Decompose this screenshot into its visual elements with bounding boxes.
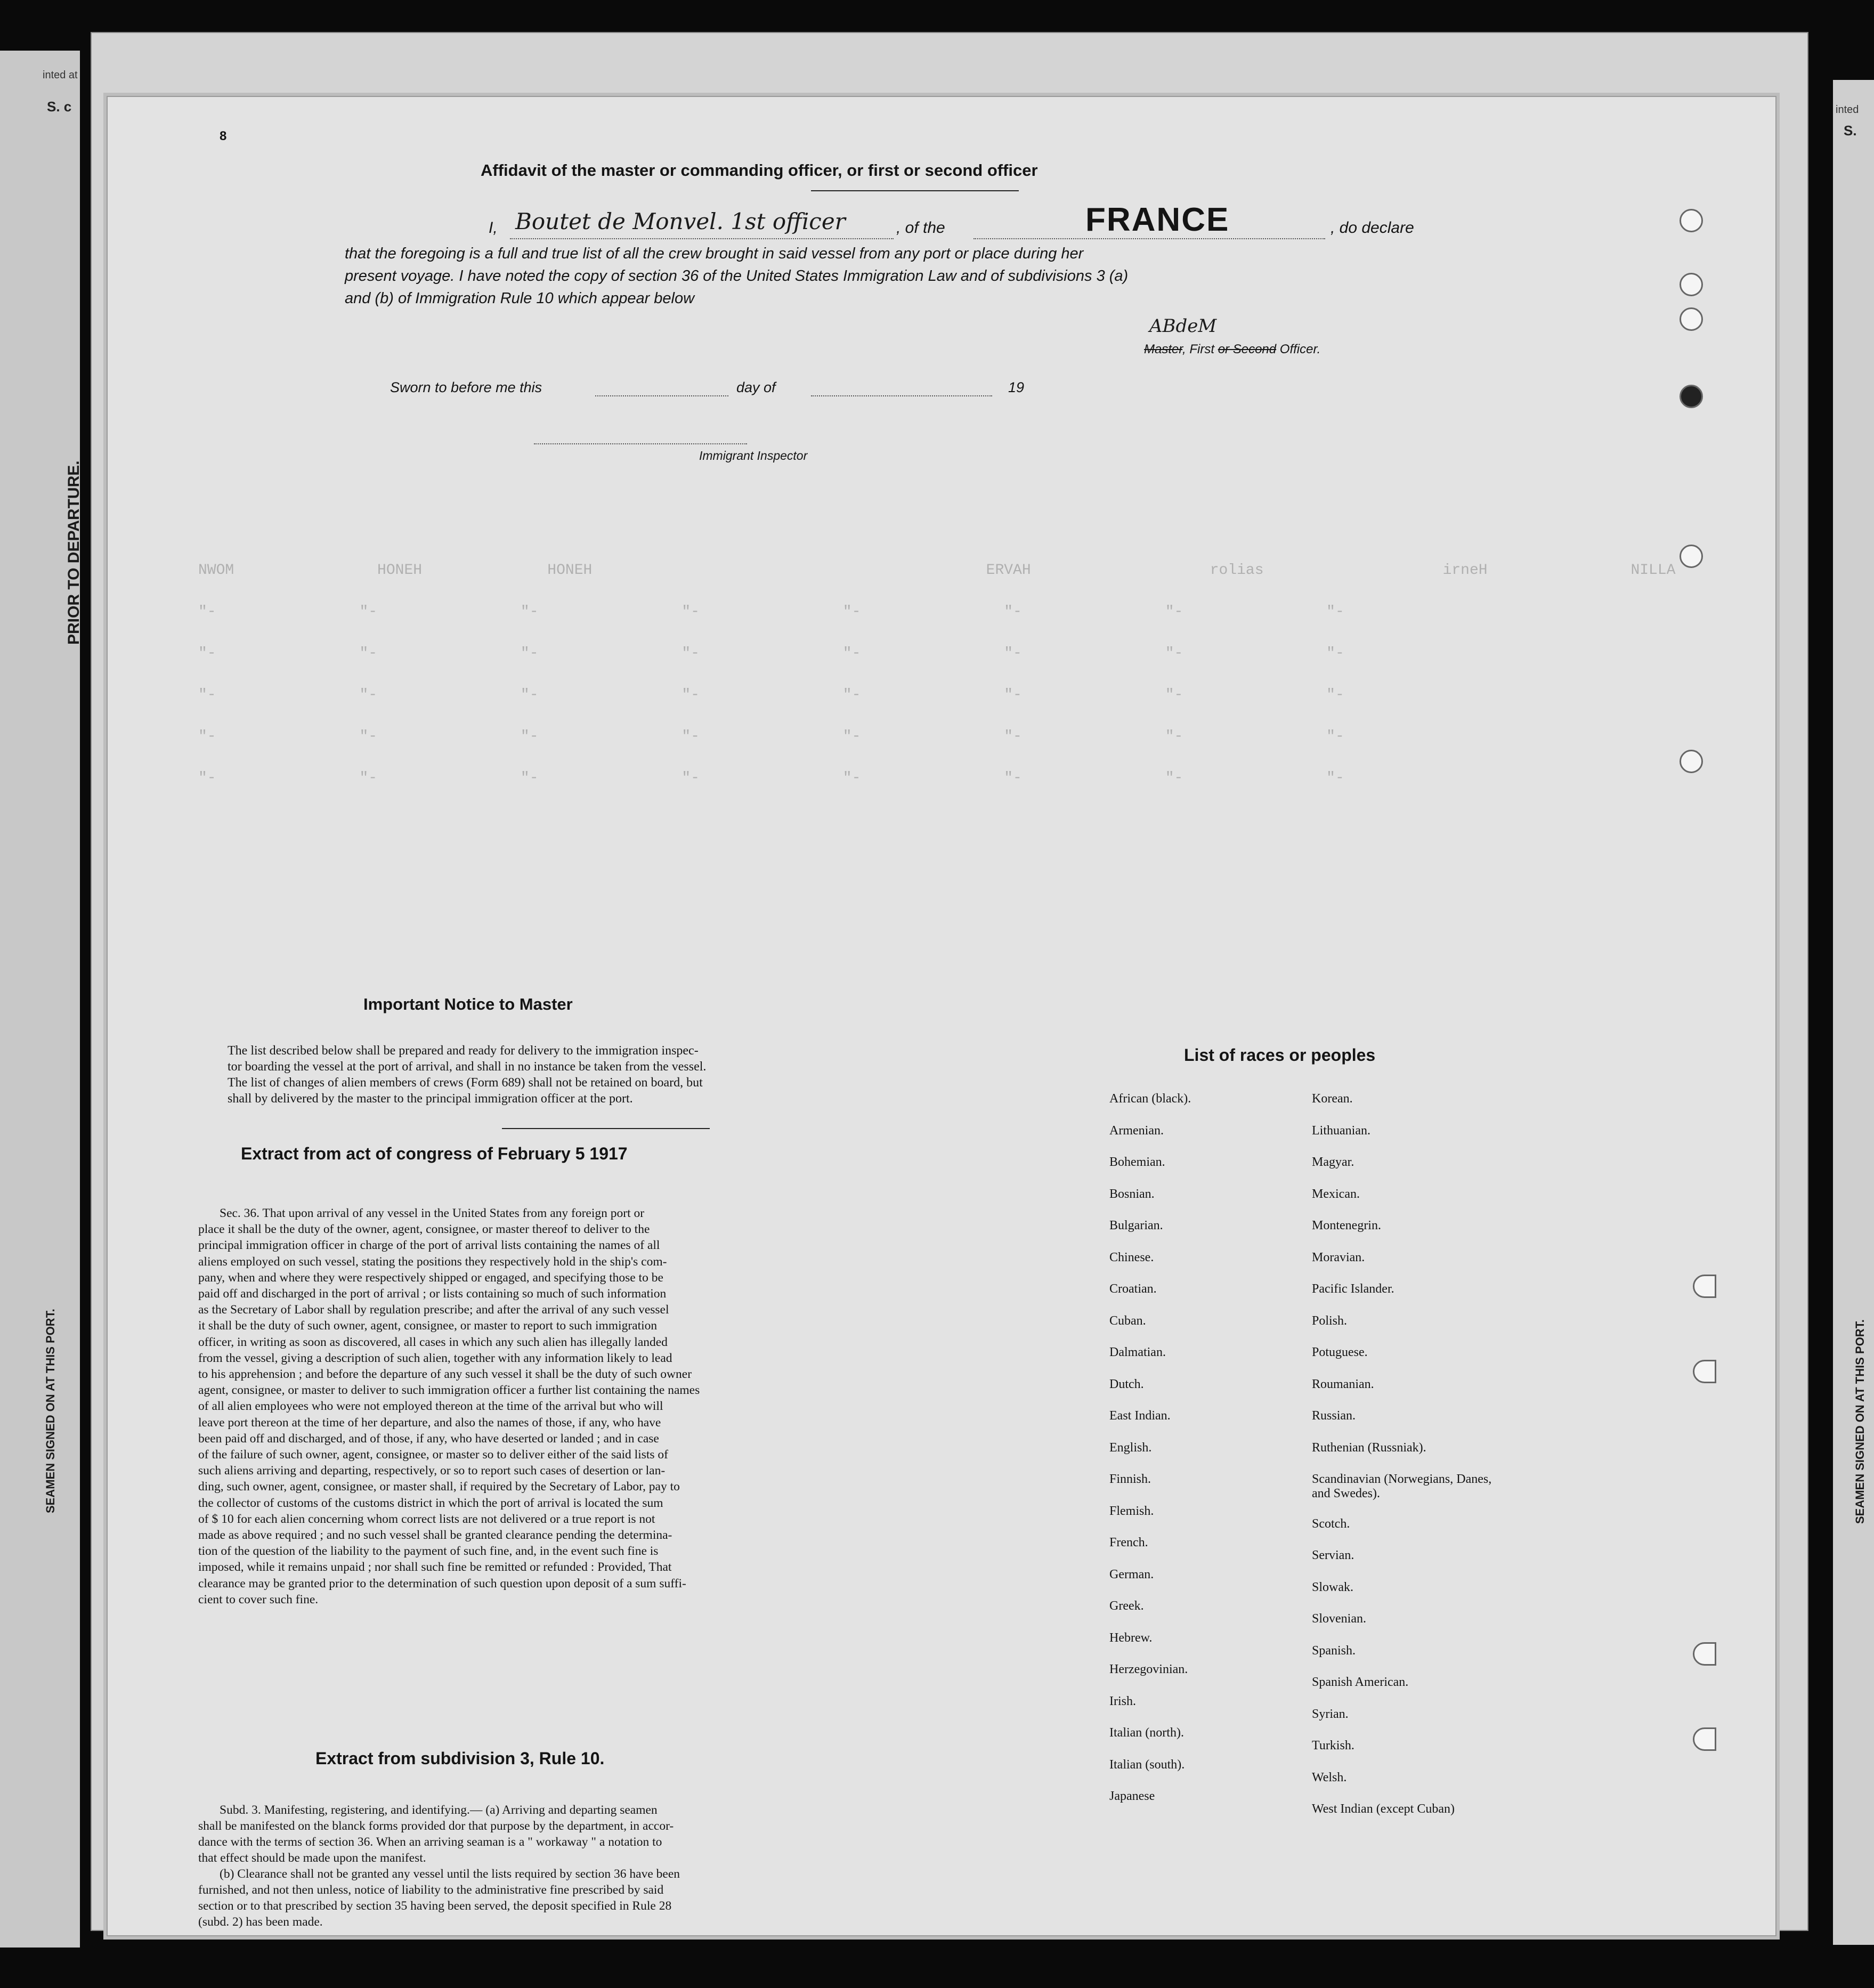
punch-hole xyxy=(1680,750,1703,773)
punch-hole xyxy=(1693,1275,1716,1298)
race-item: Pacific Islander. xyxy=(1312,1282,1394,1296)
act-line: pany, when and where they were respectively shipped or engaged, and specifying those to be xyxy=(198,1270,663,1285)
act-line: principal immigration officer in charge of the port of arrival lists containing the names of all xyxy=(198,1238,660,1253)
race-item: Italian (south). xyxy=(1109,1757,1185,1772)
sworn-month-line xyxy=(811,395,992,396)
rule10-body xyxy=(198,1802,971,1930)
affidavit-do-declare: , do declare xyxy=(1331,219,1414,237)
race-item: Korean. xyxy=(1312,1092,1353,1106)
act-line: the collector of customs of the customs district in which the port of arrival is located the sum xyxy=(198,1496,663,1510)
notice-line: The list described below shall be prepared and ready for delivery to the immigration inspec- xyxy=(228,1044,699,1058)
act-line: officer, in writing as soon as discovered, all cases in which any such alien has illegally landed xyxy=(198,1335,668,1349)
race-item: French. xyxy=(1109,1536,1148,1549)
notice-line: tor boarding the vessel at the port of arrival, and shall in no instance be taken from the vessel. xyxy=(228,1060,707,1074)
sworn-day-line xyxy=(595,395,728,396)
act-line: made as above required ; and no such vessel shall be granted clearance pending the determina- xyxy=(198,1528,672,1543)
act-line: of all alien employees who were not employed thereon at the time of the arrival but who will xyxy=(198,1399,663,1414)
act-title: Extract from act of congress of February 5 1917 xyxy=(241,1144,628,1163)
bleed-through-text: NWOM HONEH HONEH ERVAH rolias irneH NILLA "- "- "- "- "- "- "- "- "- "- "- "- "- "- "- "- "- "- "- "- "- "- "- "- "- "- "- "- "- "- "- "- "- "- "- "- "- "- "- "- xyxy=(198,562,1676,786)
underlying-sheet-left xyxy=(0,51,80,1948)
affidavit-line-1 xyxy=(361,201,1496,244)
act-line: of the failure of such owner, agent, consignee, or master so to deliver either of the said lists of xyxy=(198,1448,668,1462)
act-line: tion of the question of the liability to the payment of such fine, and, in the event such fine is xyxy=(198,1544,659,1559)
race-item: Potuguese. xyxy=(1312,1345,1368,1359)
act-line: from the vessel, giving a description of such alien, together with any information likely to lead xyxy=(198,1351,672,1365)
race-item: Slowak. xyxy=(1312,1580,1353,1594)
race-item: Greek. xyxy=(1109,1599,1144,1613)
punch-hole xyxy=(1693,1642,1716,1666)
signer-line xyxy=(510,238,894,239)
act-line: of $ 10 for each alien concerning whom correct lists are not delivered or a true report is not xyxy=(198,1512,655,1526)
race-item: Polish. xyxy=(1312,1313,1348,1328)
officer-suffix: Officer. xyxy=(1279,342,1321,356)
race-item: Cuban. xyxy=(1109,1313,1146,1328)
punch-hole xyxy=(1693,1360,1716,1383)
act-line: to his apprehension ; and before the departure of any such vessel it shall be the duty of such owner xyxy=(198,1367,692,1382)
race-item: Russian. xyxy=(1312,1409,1356,1423)
right-edge-fragment-1: inted xyxy=(1836,104,1859,116)
margin-seamen-signed-right: SEAMEN SIGNED ON AT THIS PORT. xyxy=(1853,1319,1867,1524)
margin-prior-to-departure: PRIOR TO DEPARTURE. xyxy=(65,460,83,645)
race-item: Scotch. xyxy=(1312,1516,1350,1531)
signer-handwritten: Boutet de Monvel. 1st officer xyxy=(515,208,846,234)
race-item: Bulgarian. xyxy=(1109,1219,1163,1232)
affidavit-title: Affidavit of the master or commanding officer, or first or second officer xyxy=(481,161,1038,180)
race-item: Bohemian. xyxy=(1109,1155,1165,1169)
act-line: cient to cover such fine. xyxy=(198,1592,319,1606)
vessel-line xyxy=(973,238,1325,239)
act-line: such aliens arriving and departing, respectively, or so to report such cases of desertion or lan- xyxy=(198,1464,666,1478)
race-item: Bosnian. xyxy=(1109,1187,1155,1201)
affidavit-of-the: , of the xyxy=(896,219,945,237)
rule10-line: shall be manifested on the blanck forms provided dor that purpose by the department, in accor- xyxy=(198,1819,674,1833)
races-title: List of races or peoples xyxy=(1184,1045,1376,1065)
race-item: Magyar. xyxy=(1312,1155,1354,1169)
race-item: East Indian. xyxy=(1109,1409,1171,1423)
underlying-sheet-right xyxy=(1833,80,1874,1945)
punch-hole xyxy=(1680,307,1703,331)
left-edge-fragment-1: inted at xyxy=(43,69,78,81)
officer-master: Master xyxy=(1144,342,1183,356)
act-line: been paid off and discharged, and of those, if any, who have deserted or landed ; and in case xyxy=(198,1431,659,1446)
act-line: place it shall be the duty of the owner, agent, consignee, or master thereof to deliver to the xyxy=(198,1222,650,1237)
race-item: Hebrew. xyxy=(1109,1630,1153,1645)
race-item: German. xyxy=(1109,1567,1154,1581)
inspector-label: Immigrant Inspector xyxy=(699,449,808,462)
rule10-line: furnished, and not then unless, notice of liability to the administrative fine prescribed by said xyxy=(198,1883,664,1897)
race-item: Dutch. xyxy=(1109,1377,1144,1391)
act-line: it shall be the duty of such owner, agent, consignee, or master to report to such immigration xyxy=(198,1319,658,1333)
race-item: Servian. xyxy=(1312,1548,1354,1562)
race-item: Mexican. xyxy=(1312,1187,1360,1201)
race-item: Irish. xyxy=(1109,1694,1136,1708)
punch-hole xyxy=(1693,1727,1716,1751)
affidavit-line-2: that the foregoing is a full and true list of all the crew brought in said vessel from any port or place during her xyxy=(345,245,1084,262)
race-item: Spanish. xyxy=(1312,1643,1356,1658)
right-edge-fragment-2: S. xyxy=(1844,123,1857,139)
race-item: Montenegrin. xyxy=(1312,1219,1381,1232)
act-line: paid off and discharged in the port of arrival ; or lists containing so much of such information xyxy=(198,1287,667,1301)
vessel-name-stamp: FRANCE xyxy=(1085,201,1230,238)
act-line: as the Secretary of Labor shall by regulation prescribe; and after the arrival of any such vessel xyxy=(198,1303,669,1317)
sworn-year: 19 xyxy=(1008,379,1025,395)
punch-hole xyxy=(1680,273,1703,296)
race-item: Scandinavian (Norwegians, Danes, and Swedes). xyxy=(1312,1472,1492,1500)
race-item: Moravian. xyxy=(1312,1250,1365,1264)
affidavit-i: I, xyxy=(489,219,498,237)
inspector-line xyxy=(534,443,747,444)
notice-body xyxy=(228,1043,960,1107)
race-item: Herzegovinian. xyxy=(1109,1662,1188,1676)
act-line: leave port thereon at the time of her departure, and also the names of those, if any, who have xyxy=(198,1415,661,1430)
race-item: Flemish. xyxy=(1109,1504,1154,1518)
sworn-prefix: Sworn to before me this xyxy=(390,379,542,395)
race-item: Lithuanian. xyxy=(1312,1123,1370,1138)
rule10-title: Extract from subdivision 3, Rule 10. xyxy=(315,1749,605,1768)
left-edge-fragment-2: S. c xyxy=(47,99,72,115)
act-line: Sec. 36. That upon arrival of any vessel in the United States from any foreign port or xyxy=(220,1206,645,1220)
race-item: Syrian. xyxy=(1312,1707,1349,1721)
act-line: imposed, while it remains unpaid ; nor shall such fine be remitted or refunded : Provided, That xyxy=(198,1560,672,1575)
officer-title xyxy=(1144,342,1320,357)
race-item: Finnish. xyxy=(1109,1472,1151,1486)
rule10-line: that effect should be made upon the manifest. xyxy=(198,1851,426,1865)
act-body xyxy=(198,1205,971,1608)
race-item: English. xyxy=(1109,1440,1152,1455)
officer-first: , First xyxy=(1182,342,1215,356)
race-item: Welsh. xyxy=(1312,1770,1347,1784)
affidavit-line-4: and (b) of Immigration Rule 10 which appear below xyxy=(345,290,695,307)
race-item: Roumanian. xyxy=(1312,1377,1374,1391)
affidavit-line-3: present voyage. I have noted the copy of section 36 of the United States Immigration Law and of subdivisions 3 (a) xyxy=(345,267,1129,285)
race-item: African (black). xyxy=(1109,1092,1191,1106)
race-item: Turkish. xyxy=(1312,1739,1354,1752)
sworn-day-of: day of xyxy=(736,379,776,395)
act-line: agent, consignee, or master to deliver to such immigration officer a further list containing the names xyxy=(198,1383,700,1398)
race-item: Chinese. xyxy=(1109,1250,1154,1264)
manifest-page xyxy=(107,96,1776,1936)
notice-line: The list of changes of alien members of crews (Form 689) shall not be retained on board, but xyxy=(228,1076,703,1090)
act-line: aliens employed on such vessel, stating the positions they respectively hold in the ship's com- xyxy=(198,1254,667,1269)
notice-rule xyxy=(502,1128,710,1129)
officer-signature: ABdeM xyxy=(1149,315,1217,337)
act-line: ding, such owner, agent, consignee, or master shall, if required by the Secretary of Labor, pay to xyxy=(198,1480,680,1494)
race-item: Croatian. xyxy=(1109,1282,1157,1296)
notice-line: shall by delivered by the master to the principal immigration officer at the port. xyxy=(228,1092,633,1106)
race-item: Japanese xyxy=(1109,1789,1155,1803)
act-line: clearance may be granted prior to the determination of such question upon deposit of a sum suffi- xyxy=(198,1576,686,1591)
race-item: West Indian (except Cuban) xyxy=(1312,1802,1455,1816)
race-item: Slovenian. xyxy=(1312,1612,1366,1626)
rule10-line: dance with the terms of section 36. When an arriving seaman is a " workaway " a notation to xyxy=(198,1835,662,1849)
notice-title: Important Notice to Master xyxy=(363,995,573,1013)
rule10-line: section or to that prescribed by section 35 having been served, the deposit specified in Rule 28 xyxy=(198,1899,672,1913)
title-rule xyxy=(811,190,1019,191)
rule10-line: (b) Clearance shall not be granted any vessel until the lists required by section 36 have been xyxy=(220,1867,680,1881)
margin-seamen-signed-left: SEAMEN SIGNED ON AT THIS PORT. xyxy=(44,1309,57,1513)
race-item: Italian (north). xyxy=(1109,1726,1184,1740)
rule10-line: Subd. 3. Manifesting, registering, and identifying.— (a) Arriving and departing seamen xyxy=(220,1803,658,1817)
officer-second: or Second xyxy=(1218,342,1277,356)
punch-hole xyxy=(1680,209,1703,232)
race-item: Armenian. xyxy=(1109,1123,1164,1138)
punch-hole xyxy=(1680,545,1703,568)
race-item: Ruthenian (Russniak). xyxy=(1312,1440,1426,1455)
punch-hole xyxy=(1680,385,1703,408)
race-item: Spanish American. xyxy=(1312,1675,1409,1689)
rule10-line: (subd. 2) has been made. xyxy=(198,1915,323,1929)
race-item: Dalmatian. xyxy=(1109,1345,1166,1359)
page-mark: 8 xyxy=(220,129,227,143)
